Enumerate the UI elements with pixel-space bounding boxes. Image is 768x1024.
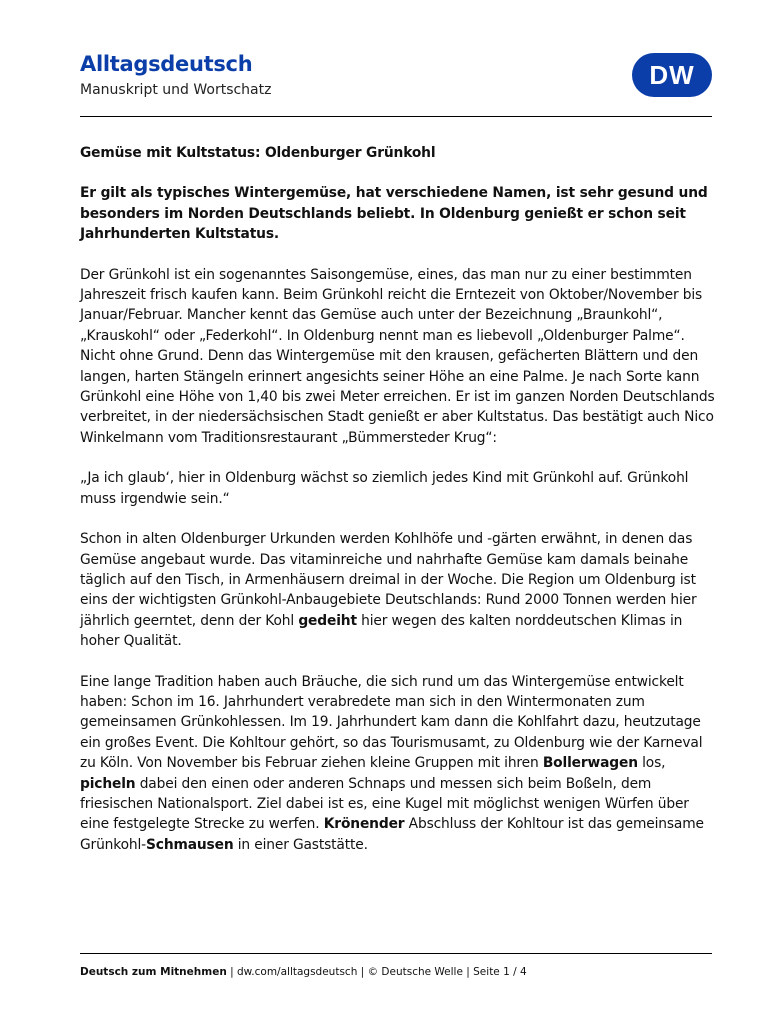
page-footer [80,966,527,978]
dw-logo [631,52,713,98]
document-body [80,143,720,875]
vocab-term-kroenender: Krönender [323,816,405,833]
text-run: hier wegen des kalten norddeutschen Klimas in hoher Qualität. [80,612,683,650]
text-run: Schon in alten Oldenburger Urkunden werden Kohlhöfe und -gärten erwähnt, in denen das Gemüse angebaut wurde. Das vitaminreiche und nahrhafte Gemüse kam damals beinahe täglich auf den Tisch, in Armenhäusern dreimal in der Woche. Die Region um Oldenburg ist eins der wichtigsten Grünkohl-Anbaugebiete Deutschlands: Rund 2000 Tonnen werden hier jährlich geerntet, denn der Kohl [80,531,697,629]
paragraph-4 [80,672,720,856]
paragraph-3 [80,529,720,651]
header-title: Alltagsdeutsch [80,52,253,76]
logo-text: DW [649,60,695,90]
header-subtitle: Manuskript und Wortschatz [80,82,272,98]
vocab-term-schmausen: Schmausen [146,836,234,853]
footer-info: | dw.com/alltagsdeutsch | © Deutsche Welle | Seite 1 / 4 [226,966,527,978]
vocab-term-gedeiht: gedeiht [298,612,357,629]
document-title: Gemüse mit Kultstatus: Oldenburger Grünkohl [80,145,436,161]
text-run: los, [637,755,666,772]
text-run: dabei den einen oder anderen Schnaps und messen sich beim Boßeln, dem friesischen Nationalsport. Ziel dabei ist es, eine Kugel mit möglichst wenigen Würfen über eine festgelegte Strecke zu werfen. [80,775,689,833]
quote-paragraph: „Ja ich glaub‘, hier in Oldenburg wächst so ziemlich jedes Kind mit Grünkohl auf. Grünkohl muss irgendwie sein.“ [80,470,689,507]
text-run: Eine lange Tradition haben auch Bräuche, die sich rund um das Wintergemüse entwickelt haben: Schon im 16. Jahrhundert verabredete man sich in den Wintermonaten zum gemeinsamen Grünkohlessen. Im 19. Jahrhundert kam dann die Kohlfahrt dazu, heutzutage ein großes Event. Die Kohltour gehört, so das Tourismusamt, zu Oldenburg wie der Karneval zu Köln. Von November bis Februar ziehen kleine Gruppen mit ihren [80,673,703,772]
text-run: in einer Gaststätte. [233,836,368,853]
vocab-term-picheln: picheln [80,775,136,792]
footer-brand: Deutsch zum Mitnehmen [80,966,227,978]
text-run: Abschluss der Kohltour ist das gemeinsame Grünkohl- [80,816,704,853]
footer-divider [80,953,712,954]
paragraph-1: Der Grünkohl ist ein sogenanntes Saisongemüse, eines, das man nur zu einer bestimmten Jahreszeit frisch kaufen kann. Beim Grünkohl reicht die Erntezeit von Oktober/November bis Januar/Februar. Mancher kennt das Gemüse auch unter der Bezeichnung „Braunkohl“, „Krauskohl“ oder „Federkohl“. In Oldenburg nennt man es liebevoll „Oldenburger Palme“. Nicht ohne Grund. Denn das Wintergemüse mit den krausen, gefächerten Blättern und den langen, harten Stängeln erinnert angesichts seiner Höhe an eine Palme. Je nach Sorte kann Grünkohl eine Höhe von 1,40 bis zwei Meter erreichen. Er ist im ganzen Norden Deutschlands verbreitet, in der niedersächsischen Stadt genießt er aber Kultstatus. Das bestätigt auch Nico Winkelmann vom Traditionsrestaurant „Bümmersteder Krug“: [80,266,715,446]
vocab-term-bollerwagen: Bollerwagen [542,755,638,772]
header-divider [80,116,712,117]
lead-paragraph: Er gilt als typisches Wintergemüse, hat verschiedene Namen, ist sehr gesund und besonders im Norden Deutschlands beliebt. In Oldenburg genießt er schon seit Jahrhunderten Kultstatus. [80,185,708,243]
